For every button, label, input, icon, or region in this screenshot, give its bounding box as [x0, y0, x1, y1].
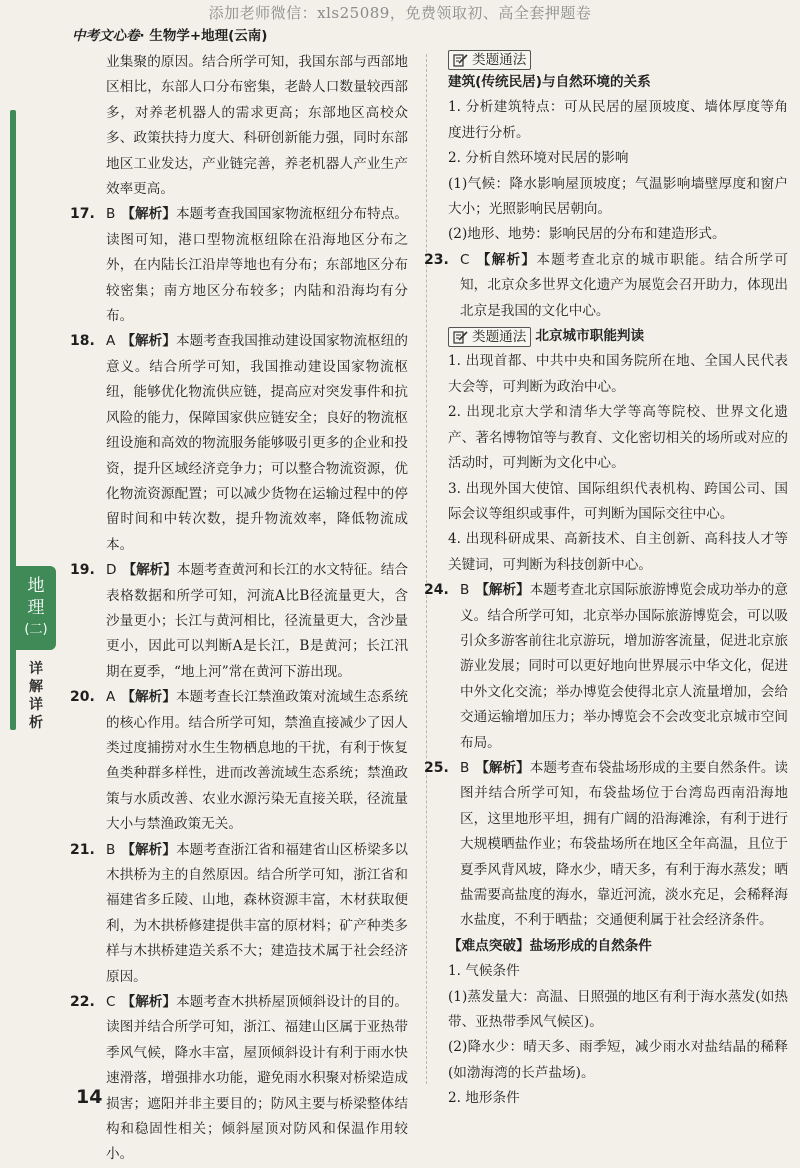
item-answer: A [106, 333, 116, 350]
detail-char: 析 [29, 715, 43, 731]
pen-icon [453, 330, 469, 344]
method-label-text: 类题通法 [472, 328, 527, 345]
detail-char: 解 [29, 679, 43, 695]
header-brand: 中考文心卷 [72, 28, 140, 44]
item-answer: B [460, 582, 470, 599]
item-text: 本题考查黄河和长江的水文特征。结合表格数据和所学可知，河流A比B径流量更大，含沙量更小；长江与黄河相比，径流量更大，含沙量更小，因此可以判断A是长江，B是黄河；长江汛期在夏季，“地上河”常在黄河下游出现。 [106, 562, 408, 680]
analysis-tag: 【解析】 [121, 689, 176, 706]
method-line: 2. 分析自然环境对民居的影响 [448, 150, 629, 167]
analysis-tag: 【解析】 [121, 841, 176, 858]
item-answer: A [106, 689, 116, 706]
item-text: 本题考查木拱桥屋顶倾斜设计的目的。读图并结合所学可知，浙江、福建山区属于亚热带季风气候，降水丰富，屋顶倾斜设计有利于雨水快速滑落，增强排水功能，避免雨水积聚对桥梁造成损害；遮阳并非主要目的；防风主要与桥梁整体结构和稳固性相关；倾斜屋顶对防风和保温作用较小。 [106, 994, 409, 1163]
item-number: 17. [70, 206, 95, 223]
difficulty-line: (1)蒸发量大：高温、日照强的地区有利于海水蒸发(如热带、亚热带季风气候区)。 [448, 988, 788, 1031]
answer-item-25 [424, 756, 788, 934]
item-answer: C [106, 994, 116, 1011]
item-number: 18. [70, 333, 95, 350]
pen-icon [453, 53, 469, 67]
item-number: 20. [70, 689, 95, 706]
item-text: 本题考查我国推动建设国家物流枢纽的意义。结合所学可知，我国推动建设国家物流枢纽，能够优化物流供应链，提高应对突发事件和抗风险的能力，保障国家供应链安全；良好的物流枢纽设施和高效的物流服务能够吸引更多的企业和投资，提升区域经济竞争力；可以整合物流资源，优化物流资源配置；可以减少货物在运输过程中的停留时间和中转次数，提升物流效率，降低物流成本。 [106, 333, 409, 553]
page-header [72, 24, 267, 44]
item-text: 本题考查北京国际旅游博览会成功举办的意义。结合所学可知，北京举办国际旅游博览会，可以吸引众多游客前往北京游玩，增加游客流量，促进北京旅游业发展；同时可以更好地向世界展示中华文化，促进中外文化交流；举办博览会使得北京人流量增加，会给交通运输增加压力；举办博览会不会改变北京城市空间布局。 [460, 582, 789, 751]
method-box-title [448, 50, 788, 70]
answer-item-17 [70, 202, 408, 329]
difficulty-tag: 【难点突破】 [448, 937, 530, 954]
method-box-title [448, 324, 788, 349]
detail-char: 详 [29, 697, 43, 713]
method-label [448, 327, 531, 347]
analysis-tag: 【解析】 [121, 333, 176, 350]
item-answer: C [460, 251, 470, 268]
item-text: 本题考查长江禁渔政策对流域生态系统的核心作用。结合所学可知，禁渔直接减少了因人类过度捕捞对水生生物栖息地的干扰，有利于恢复鱼类种群多样性，进而改善流域生态系统；禁渔政策与水质改善、农业水源污染无直接关联，径流量大小与禁渔政策无关。 [106, 689, 409, 833]
item-answer: D [106, 562, 117, 579]
difficulty-line: 2. 地形条件 [448, 1090, 520, 1107]
item-answer: B [460, 759, 470, 776]
subject-char: 地 [27, 576, 45, 596]
item-text: 本题考查浙江省和福建省山区桥梁多以木拱桥为主的自然原因。结合所学可知，浙江省和福建省多丘陵、山地，森林资源丰富，木材获取便利，为木拱桥修建提供丰富的原材料；矿产种类多样与木拱桥建造关系不大；建造技术属于社会经济原因。 [106, 841, 409, 985]
detail-char: 详 [29, 661, 43, 677]
detail-label [22, 660, 50, 732]
item-text: 本题考查布袋盐场形成的主要自然条件。读图并结合所学可知，布袋盐场位于台湾岛西南沿海地区，这里地形平坦，拥有广阔的沿海滩涂，有利于进行大规模晒盐作业；布袋盐场所在地区全年高温，且位于夏季风背风坡，降水少，晴天多，有利于海水蒸发；晒盐需要高盐度的海水，靠近河流，淡水充足，会稀释海水盐度，不利于晒盐；交通便利属于社会经济条件。 [460, 759, 789, 929]
answer-item-18 [70, 329, 408, 558]
analysis-tag: 【解析】 [475, 582, 530, 599]
answer-item-19 [70, 558, 408, 685]
method-line: 3. 出现外国大使馆、国际组织代表机构、跨国公司、国际会议等组织或事件，可判断为国际交往中心。 [448, 480, 788, 522]
item-answer: B [106, 206, 116, 223]
analysis-tag: 【解析】 [121, 206, 176, 223]
method-line: (1)气候：降水影响屋顶坡度；气温影响墙壁厚度和窗户大小；光照影响民居朝向。 [448, 175, 788, 218]
item-number: 19. [70, 562, 95, 579]
subject-char: 理 [27, 598, 45, 618]
item-text: 本题考查北京的城市职能。结合所学可知，北京众多世界文化遗产为展览会召开助力，体现出北京是我国的文化中心。 [460, 251, 789, 319]
method-heading: 北京城市职能判读 [535, 328, 645, 345]
item-text: 本题考查我国国家物流枢纽分布特点。读图可知，港口型物流枢纽除在沿海地区分布之外，在内陆长江沿岸等地也有分布；东部地区分布较密集；南方地区分布较多；内陆和沿海均有分布。 [106, 206, 409, 325]
page-number: 14 [76, 1086, 103, 1108]
difficulty-title: 盐场形成的自然条件 [529, 937, 652, 954]
difficulty-line: (2)降水少：晴天多、雨季短，减少雨水对盐结晶的稀释(如渤海湾的长芦盐场)。 [448, 1039, 788, 1081]
method-line: (2)地形、地势：影响民居的分布和建造形式。 [448, 226, 726, 243]
method-heading: 建筑(传统民居)与自然环境的关系 [448, 74, 651, 90]
answer-item-22 [70, 990, 408, 1168]
item-number: 25. [424, 759, 449, 776]
lead-paragraph: 业集聚的原因。结合所学可知，我国东部与西部地区相比，东部人口分布密集，老龄人口数量较西部多，对养老机器人的需求更高；东部地区高校众多、政策扶持力度大、科研创新能力强，同时东部地区工业发达，产业链完善，养老机器人产业生产效率更高。 [106, 54, 408, 198]
analysis-tag: 【解析】 [475, 251, 537, 268]
answer-item-23 [424, 248, 788, 324]
method-label-text: 类题通法 [472, 52, 527, 68]
answer-item-21 [70, 838, 408, 990]
item-answer: B [106, 841, 116, 858]
item-number: 22. [70, 994, 95, 1011]
right-column [424, 50, 789, 1112]
item-number: 23. [424, 251, 449, 268]
difficulty-heading [448, 934, 788, 959]
method-line: 4. 出现科研成果、高新技术、自主创新、高科技人才等关键词，可判断为科技创新中心。 [448, 531, 788, 573]
subject-char: (二) [24, 622, 48, 637]
method-line: 1. 出现首都、中共中央和国务院所在地、全国人民代表大会等，可判断为政治中心。 [448, 353, 788, 395]
answer-item-24 [424, 578, 788, 756]
method-label [448, 50, 531, 70]
left-column [70, 50, 408, 1168]
watermark-text: 添加老师微信：xls25089，免费领取初、高全套押题卷 [208, 4, 592, 22]
method-line: 1. 分析建筑特点：可从民居的屋顶坡度、墙体厚度等角度进行分析。 [448, 99, 788, 141]
analysis-tag: 【解析】 [475, 759, 530, 776]
subject-tab [16, 566, 56, 650]
item-number: 21. [70, 841, 95, 858]
analysis-tag: 【解析】 [122, 562, 177, 579]
header-title: · 生物学+地理(云南) [139, 28, 268, 44]
method-line: 2. 出现北京大学和清华大学等高等院校、世界文化遗产、著名博物馆等与教育、文化密切相关的场所或对应的活动时，可判断为文化中心。 [448, 404, 788, 472]
difficulty-line: 1. 气候条件 [448, 963, 520, 980]
item-number: 24. [424, 582, 449, 599]
analysis-tag: 【解析】 [121, 994, 177, 1011]
answer-item-20 [70, 685, 408, 837]
